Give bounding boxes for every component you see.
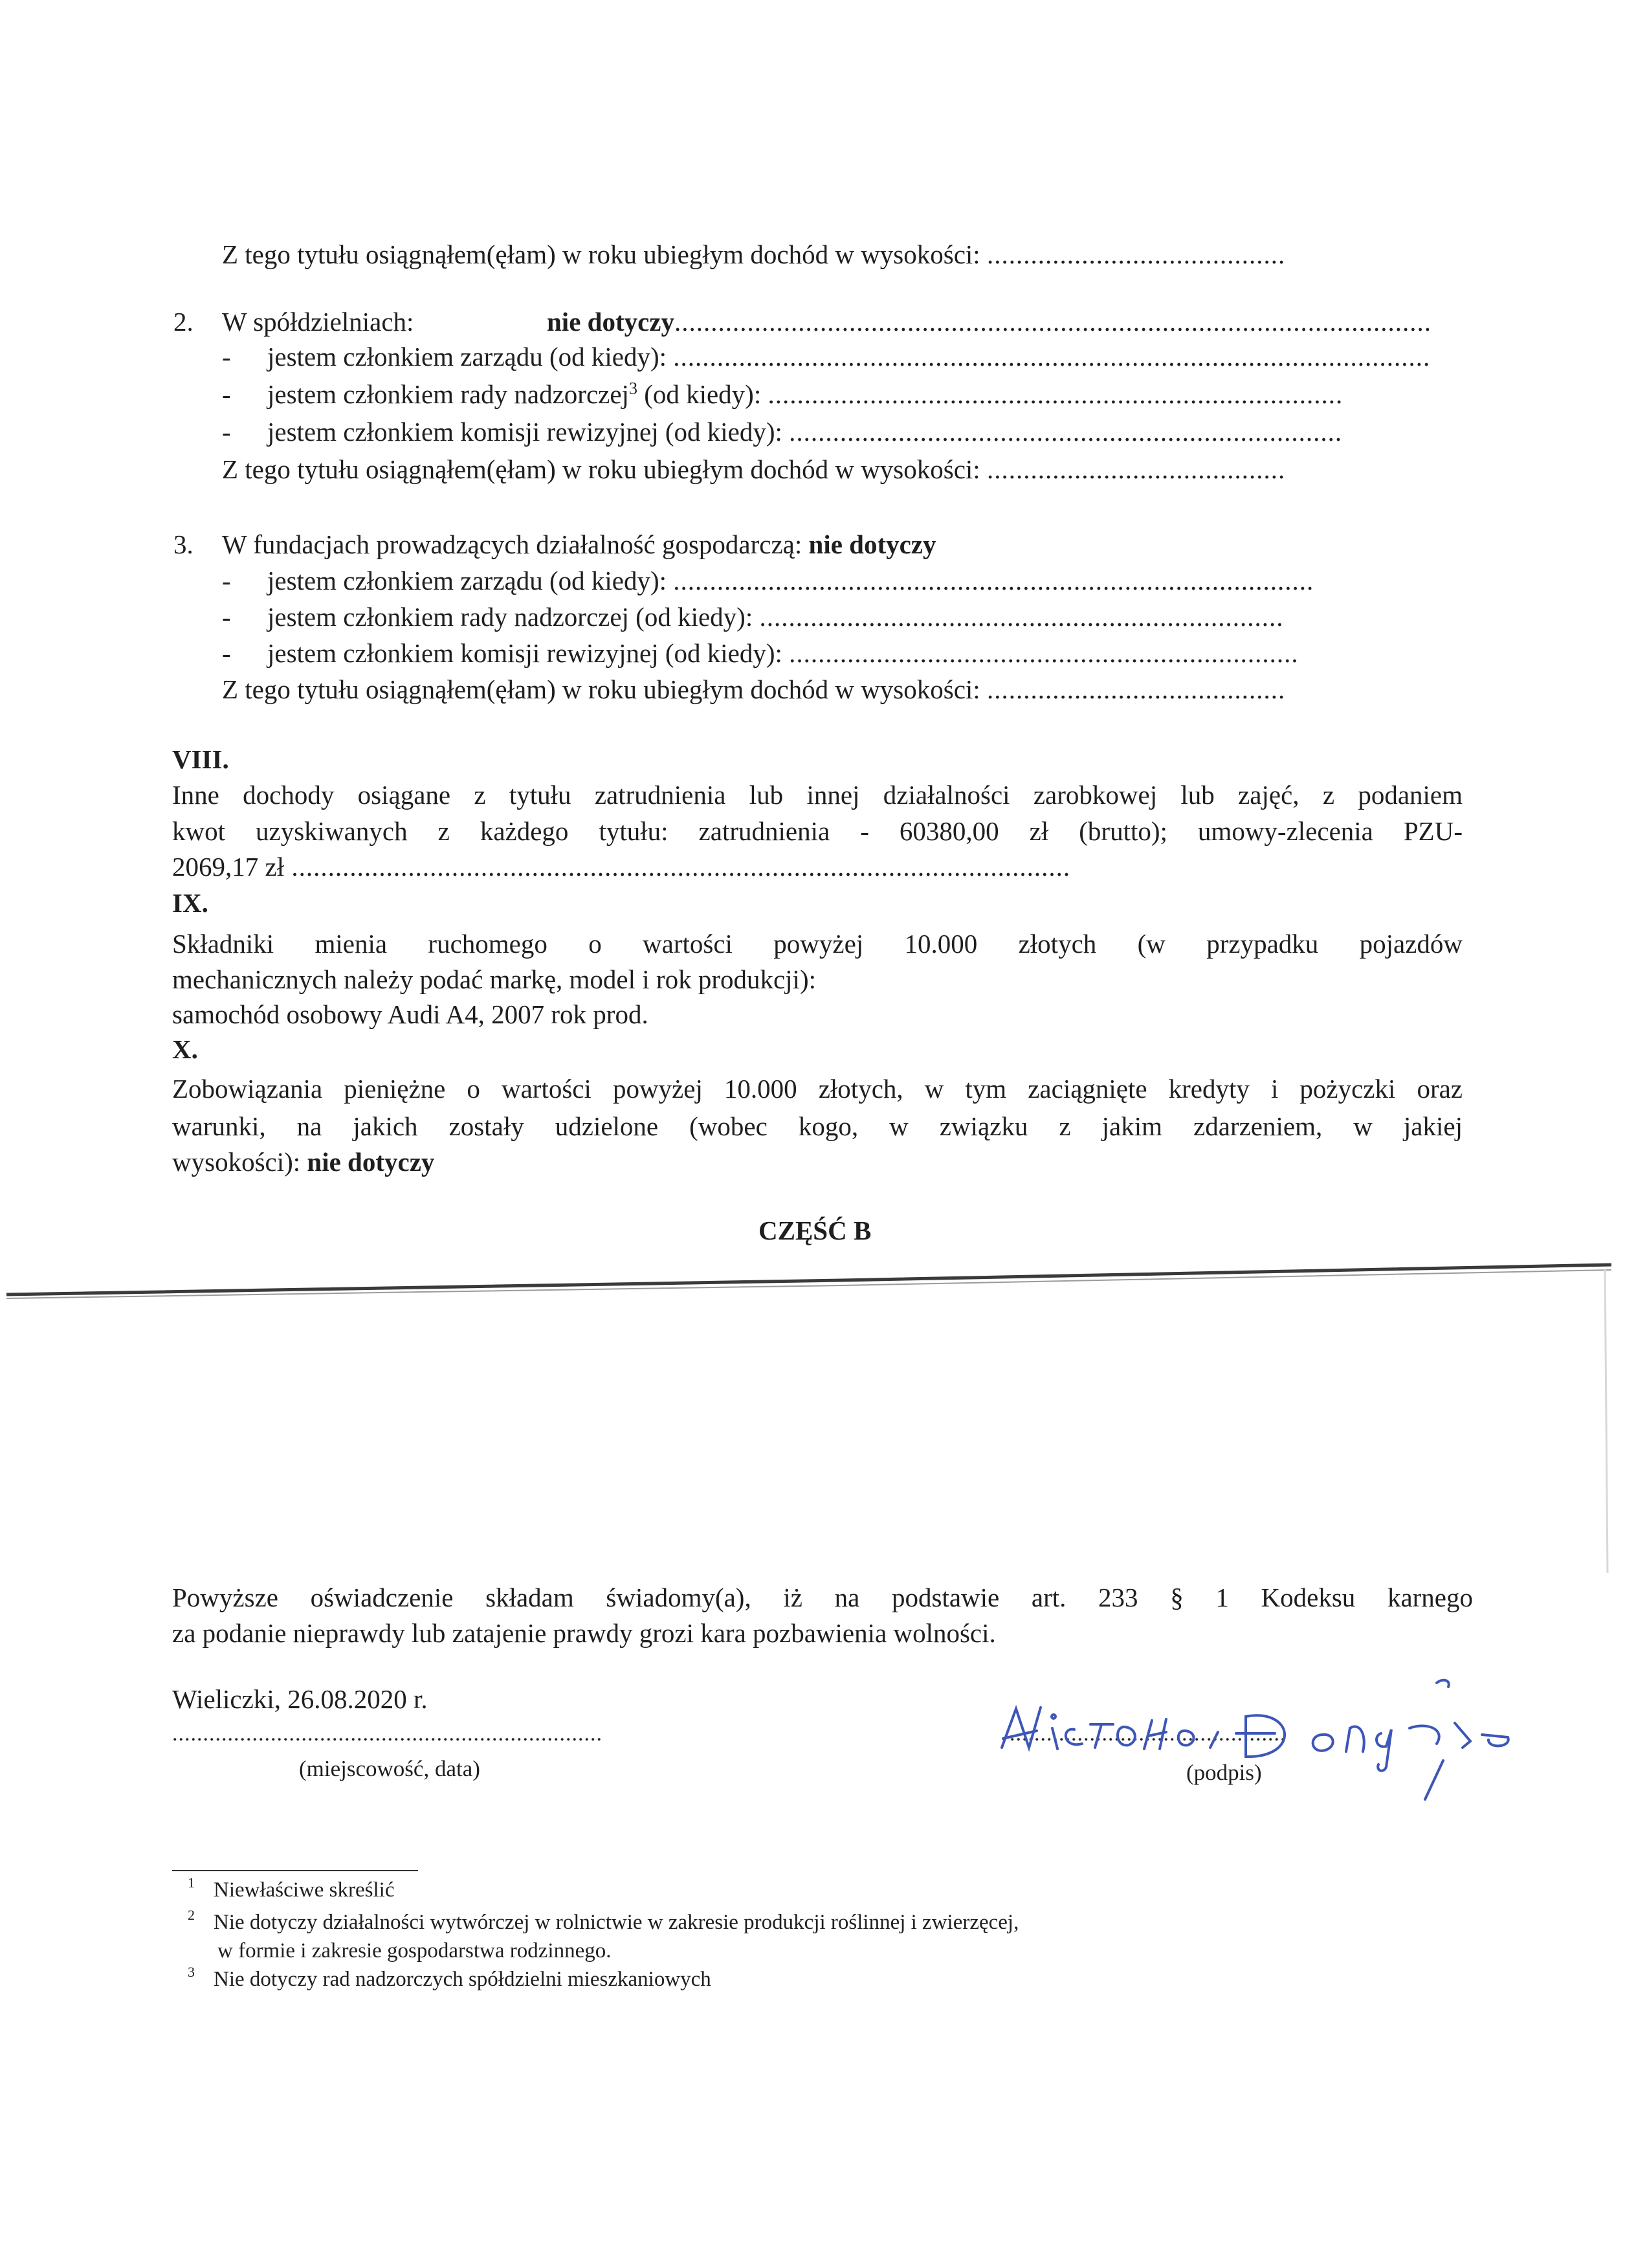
section-3-status: nie dotyczy [808,529,936,559]
section-2-status: nie dotyczy........................................................................................................ [547,307,1432,337]
section-2-item-3: jestem członkiem komisji rewizyjnej (od kiedy): ............................................................................ [267,417,1343,447]
footnote-1-text: Niewłaściwe skreślić [214,1878,395,1902]
section-10-heading: X. [172,1034,198,1064]
footnote-separator [172,1869,418,1872]
section-9-line-2: mechanicznych należy podać markę, model i rok produkcji): [172,964,816,994]
dash: - [222,638,231,668]
section-3-item-2: jestem członkiem rady nadzorczej (od kiedy): ........................................................................ [267,602,1284,632]
section-2-item-1: jestem członkiem zarządu (od kiedy): ........................................................................................................ [267,342,1431,372]
section-9-line-3: samochód osobowy Audi A4, 2007 rok prod. [172,999,648,1029]
section-2-title: W spółdzielniach: [222,307,414,337]
section-3-number: 3. [173,529,193,559]
section-9-heading: IX. [172,888,208,918]
dash: - [222,342,231,372]
section-3-item-1: jestem członkiem zarządu (od kiedy): ........................................................................................ [267,566,1314,595]
declaration-line-2: za podanie nieprawdy lub zatajenie prawdy grozi kara pozbawienia wolności. [172,1618,996,1648]
section-3-title: W fundacjach prowadzących działalność gospodarczą: nie dotyczy [222,529,936,559]
section-2-item-2: jestem członkiem rady nadzorczej$^3$ (od kiedy): ............................................................................... [267,379,1343,409]
income-line-top: Z tego tytułu osiągnąłem(ęłam) w roku ubiegłym dochód w wysokości: ......................................... [222,239,1286,269]
signature-dotted-line: ............................................. [1010,1722,1287,1746]
page-edge-shadow [1598,1269,1611,1573]
section-10-line-1: Zobowiązania pieniężne o wartości powyżej 10.000 złotych, w tym zaciągnięte kredyty i pożyczki oraz [172,1074,1463,1104]
section-8-line-2: kwot uzyskiwanych z każdego tytułu: zatrudnienia - 60380,00 zł (brutto); umowy-zlecenia PZU- [172,816,1463,846]
dash: - [222,417,231,447]
section-2-number: 2. [173,307,193,337]
section-10-line-3: wysokości): nie dotyczy [172,1147,435,1177]
dash: - [222,379,231,409]
section-3-income: Z tego tytułu osiągnąłem(ęłam) w roku ubiegłym dochód w wysokości: ......................................... [222,674,1286,704]
place-date: Wieliczki, 26.08.2020 r. [172,1684,428,1714]
section-2-income: Z tego tytułu osiągnąłem(ęłam) w roku ubiegłym dochód w wysokości: ......................................... [222,454,1286,484]
section-8-heading: VIII. [172,744,229,774]
section-3-item-3: jestem członkiem komisji rewizyjnej (od kiedy): ...................................................................... [267,638,1299,668]
dash: - [222,566,231,595]
footnote-2-text-cont: w formie i zakresie gospodarstwa rodzinnego. [217,1939,612,1962]
place-date-caption: (miejscowość, data) [299,1756,480,1781]
footnote-3-text: Nie dotyczy rad nadzorczych spółdzielni mieszkaniowych [214,1968,711,1991]
handwritten-signature [990,1676,1527,1806]
footnote-1-mark: 1 [188,1874,195,1891]
section-8-line-3: 2069,17 zł ........................................................................................................... [172,852,1071,882]
footnote-2-text: Nie dotyczy działalności wytwórczej w rolnictwie w zakresie produkcji roślinnej i zwierzęcej, [214,1911,1019,1934]
footnote-2-mark: 2 [188,1907,195,1923]
section-8-line-1: Inne dochody osiągane z tytułu zatrudnienia lub innej działalności zarobkowej lub zajęć, z podaniem [172,780,1463,810]
place-date-dotted-line: ...................................................................... [172,1722,602,1746]
footnote-ref-3: 3 [628,379,637,398]
signature-caption: (podpis) [1186,1760,1262,1785]
footnote-3-mark: 3 [188,1964,195,1980]
dash: - [222,602,231,632]
part-b-heading: CZĘŚĆ B [758,1216,872,1245]
page-fold-line [0,1256,1636,1301]
declaration-line-1: Powyższe oświadczenie składam świadomy(a), iż na podstawie art. 233 § 1 Kodeksu karnego [172,1583,1473,1612]
section-9-line-1: Składniki mienia ruchomego o wartości powyżej 10.000 złotych (w przypadku pojazdów [172,929,1463,959]
section-10-line-2: warunki, na jakich zostały udzielone (wobec kogo, w związku z jakim zdarzeniem, w jakiej [172,1111,1463,1141]
